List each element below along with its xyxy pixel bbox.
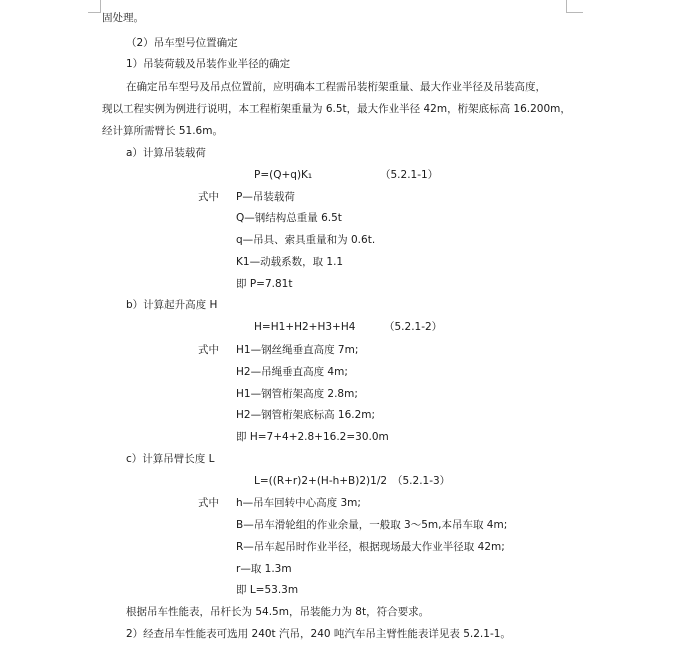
conclusion-paragraph: 根据吊车性能表，吊杆长为 54.5m，吊装能力为 8t，符合要求。 [126,606,430,618]
subsection-heading-crane-selection: 2）经查吊车性能表可选用 240t 汽吊，240 吨汽车吊主臂性能表详见表 5.2.1-1。 [126,628,511,640]
section-a-formula-number: （5.2.1-1） [380,169,439,181]
section-a-item: K1—动载系数，取 1.1 [236,256,344,268]
text-line-top: 固处理。 [102,12,144,24]
crop-mark-left-horizontal [88,12,101,13]
crop-mark-right-vertical [566,0,567,12]
section-c-where-label: 式中 [198,497,219,509]
section-a-where-label: 式中 [198,191,219,203]
section-b-where-label: 式中 [198,344,219,356]
section-heading-crane-position: （2）吊车型号位置确定 [126,37,238,49]
section-b-formula: H=H1+H2+H3+H4 [254,321,356,333]
crop-mark-right-horizontal [566,12,583,13]
intro-paragraph-line-1: 在确定吊车型号及吊点位置前，应明确本工程需吊装桁架重量、最大作业半径及吊装高度， [126,81,546,93]
section-a-item: P—吊装载荷 [236,191,295,203]
section-b-item: H2—钢管桁架底标高 16.2m; [236,409,376,421]
section-c-result: 即 L=53.3m [236,584,299,596]
section-c-formula-number: （5.2.1-3） [392,475,451,487]
section-a-heading: a）计算吊装载荷 [126,147,206,159]
section-c-item: r—取 1.3m [236,563,292,575]
intro-paragraph-line-2: 现以工程实例为例进行说明，本工程桁架重量为 6.5t，最大作业半径 42m，桁架底标高 16.200m， [102,103,571,115]
section-a-item: Q—钢结构总重量 6.5t [236,212,342,224]
section-b-result: 即 H=7+4+2.8+16.2=30.0m [236,431,389,443]
section-c-item: R—吊车起吊时作业半径，根据现场最大作业半径取 42m; [236,541,505,553]
section-c-formula: L=((R+r)2+(H-h+B)2)1/2 [254,475,388,487]
subsection-heading-load-radius: 1）吊装荷载及吊装作业半径的确定 [126,58,291,70]
section-b-item: H1—钢管桁架高度 2.8m; [236,388,358,400]
section-a-item: q—吊具、索具重量和为 0.6t. [236,234,376,246]
intro-paragraph-line-3: 经计算所需臂长 51.6m。 [102,125,223,137]
section-c-item: h—吊车回转中心高度 3m; [236,497,361,509]
section-b-formula-number: （5.2.1-2） [384,321,443,333]
section-c-item: B—吊车滑轮组的作业余量，一般取 3～5m,本吊车取 4m; [236,519,508,531]
section-b-item: H1—钢丝绳垂直高度 7m; [236,344,359,356]
crop-mark-left-vertical [100,0,101,12]
section-a-result: 即 P=7.81t [236,278,293,290]
section-b-item: H2—吊绳垂直高度 4m; [236,366,348,378]
section-b-heading: b）计算起升高度 H [126,299,218,311]
section-a-formula: P=(Q+q)K₁ [254,169,313,181]
section-c-heading: c）计算吊臂长度 L [126,453,215,465]
